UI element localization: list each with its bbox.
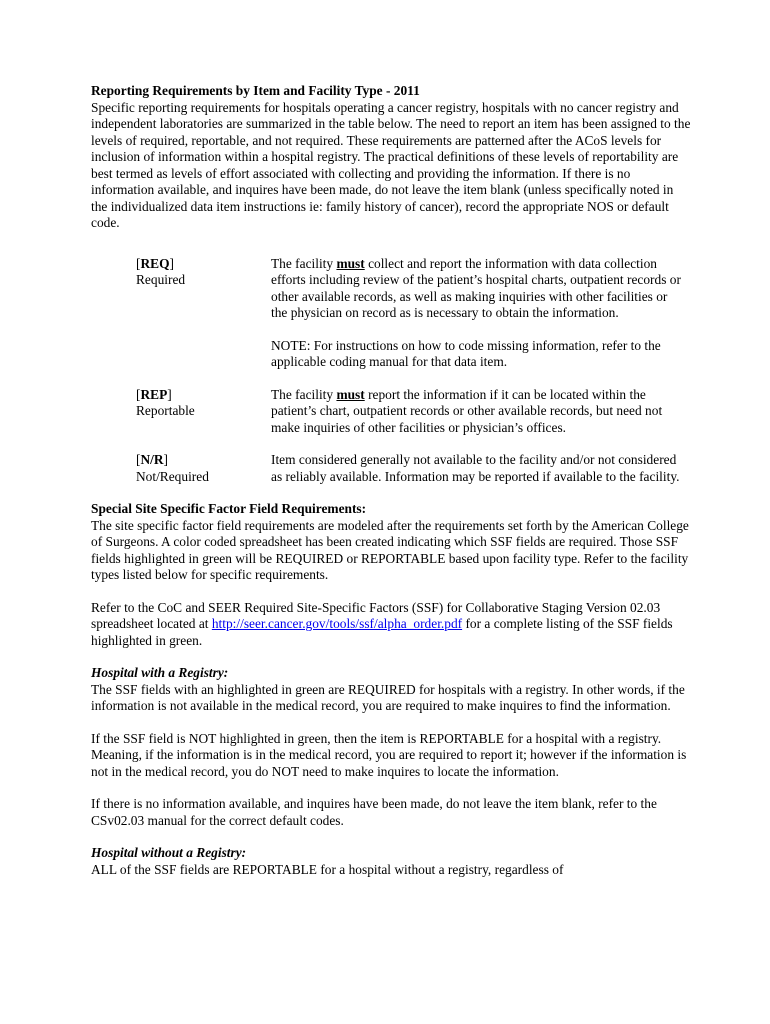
section-heading-without-registry: Hospital without a Registry: (91, 845, 247, 860)
without-registry-paragraph-1: ALL of the SSF fields are REPORTABLE for a hospital without a registry, regardless of (91, 861, 564, 877)
ssf-pdf-link[interactable]: http://seer.cancer.gov/tools/ssf/alpha_order.pdf (211, 616, 463, 631)
desc-text: report the information if it can be located within the patient’s chart, outpatient records or other available records, but need not make inquiries of other facilities or physician’s offices. (271, 386, 663, 435)
desc-text: The facility (271, 255, 337, 271)
desc-text: The facility (271, 386, 337, 402)
definition-rep (136, 387, 691, 437)
definition-req (136, 256, 691, 371)
definition-description (271, 452, 681, 485)
ssf-paragraph: The site specific factor field requirements are modeled after the requirements set forth by the American College of Surgeons. A color coded spreadsheet has been created indicating which SSF fields are required. Those SSF fields highlighted in green will be REQUIRED or REPORTABLE based upon facility type. Refer to the facility types listed below for specific requirements. (91, 517, 689, 582)
definition-term: [N/R] Not/Required (136, 452, 271, 485)
term-name: Reportable (136, 403, 195, 418)
definitions-list (91, 256, 691, 486)
with-registry-paragraph-1: The SSF fields with an highlighted in green are REQUIRED for hospitals with a registry. In other words, if the information is not available in the medical record, you are required to make inquires to find the information. (91, 681, 685, 713)
definition-term: [REQ] Required (136, 256, 271, 371)
section-heading-ssf: Special Site Specific Factor Field Requirements: (91, 501, 367, 516)
refer-text: for a complete listing of the SSF fields highlighted in green. (91, 616, 673, 648)
definition-description (271, 387, 681, 437)
desc-text: collect and report the information with data collection efforts including review of the patient’s hospital charts, outpatient records or other available records, as well as making inquiries with other facilities or the physician on record as is necessary to obtain the information. (271, 255, 681, 320)
intro-paragraph: Specific reporting requirements for hospitals operating a cancer registry, hospitals with no cancer registry and independent laboratories are summarized in the table below. The need to report an item has been assigned to the levels of required, reportable, and not required. These requirements are patterned after the ACoS levels for inclusion of information within a hospital registry. The practical definitions of these levels of reportability are best termed as levels of effort associated with collecting and providing the information. If there is no information available, and inquires have been made, do not leave the item blank (unless specifically noted in the individualized data item instructions ie: family history of cancer), record the appropriate NOS or default code. (91, 99, 691, 230)
must-emphasis: must (336, 386, 365, 402)
term-code: REP (140, 386, 168, 402)
term-code: REQ (140, 255, 170, 271)
with-registry-paragraph-2: If the SSF field is NOT highlighted in green, then the item is REPORTABLE for a hospital with a registry. Meaning, if the information is in the medical record, you are required to report it; however if the information is not in the medical record, you do NOT need to make inquires to locate the information. (91, 730, 687, 779)
document-page (91, 83, 691, 878)
definition-description (271, 256, 681, 371)
refer-text: Refer to the CoC and SEER Required Site-Specific Factors (SSF) for Collaborative Staging Version 02.03 spreadsheet located at (91, 599, 661, 631)
section-heading-reporting-requirements: Reporting Requirements by Item and Facility Type - 2011 (91, 83, 420, 98)
definition-note: NOTE: For instructions on how to code missing information, refer to the applicable coding manual for that data item. (271, 337, 661, 369)
ssf-refer-paragraph (91, 600, 691, 650)
definition-term: [REP] Reportable (136, 387, 271, 437)
term-name: Not/Required (136, 468, 209, 484)
section-heading-with-registry: Hospital with a Registry: (91, 665, 229, 680)
with-registry-paragraph-3: If there is no information available, and inquires have been made, do not leave the item blank, refer to the CSv02.03 manual for the correct default codes. (91, 796, 657, 828)
definition-nr (136, 452, 691, 485)
must-emphasis: must (336, 255, 365, 271)
term-code: N/R (140, 452, 164, 467)
desc-text: Item considered generally not available to the facility and/or not considered as reliably available. Information may be reported if available to the facility. (271, 452, 680, 484)
term-name: Required (136, 272, 186, 287)
